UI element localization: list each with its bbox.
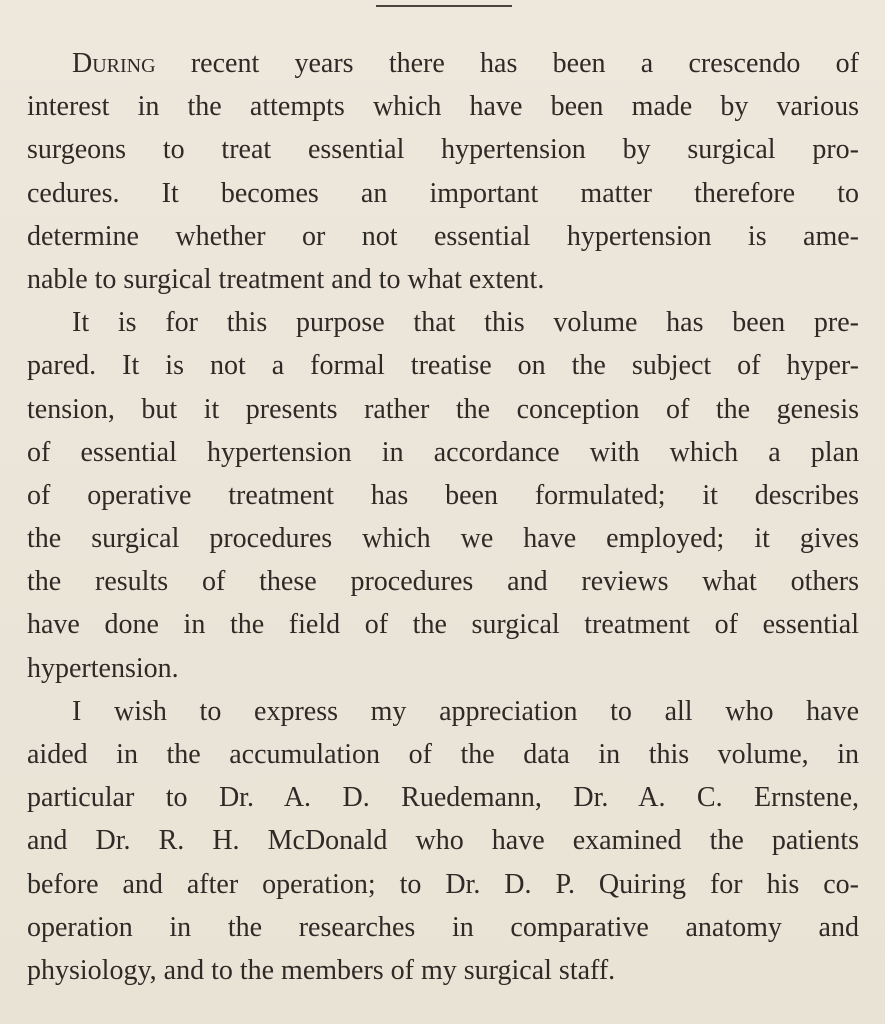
paragraph-2-line-5: of operative treatment has been formulated; it describes — [27, 479, 859, 511]
paragraph-1-line-3: surgeons to treat essential hypertension by surgical pro- — [27, 134, 859, 166]
paragraph-1-line-1: During recent years there has been a crescendo of — [72, 48, 859, 79]
paragraph-3-line-1: I wish to express my appreciation to all who have — [72, 695, 859, 727]
paragraph-1-line-5: determine whether or not essential hypertension is ame- — [27, 220, 859, 252]
paragraph-3-line-4: and Dr. R. H. McDonald who have examined the patients — [27, 825, 859, 857]
paragraph-3-line-6: operation in the researches in comparative anatomy and — [27, 911, 859, 943]
paragraph-1-line-4: cedures. It becomes an important matter therefore to — [27, 177, 859, 209]
paragraph-2-line-4: of essential hypertension in accordance with which a plan — [27, 436, 859, 468]
paragraph-3-line-3: particular to Dr. A. D. Ruedemann, Dr. A. C. Ernstene, — [27, 782, 859, 814]
paragraph-2-line-2: pared. It is not a formal treatise on the subject of hyper- — [27, 350, 859, 382]
paragraph-3-line-5: before and after operation; to Dr. D. P. Quiring for his co- — [27, 868, 859, 900]
paragraph-3-line-7: physiology, and to the members of my surgical staff. — [27, 954, 616, 986]
preface-text — [27, 42, 859, 992]
paragraph-2-line-9: hypertension. — [27, 652, 179, 684]
top-rule — [376, 5, 512, 7]
paragraph-1-lead-word: During — [72, 48, 156, 79]
paragraph-2-line-8: have done in the field of the surgical treatment of essential — [27, 609, 859, 641]
paragraph-2-line-6: the surgical procedures which we have employed; it gives — [27, 523, 859, 555]
paragraph-1-line-6: nable to surgical treatment and to what extent. — [27, 263, 545, 295]
paragraph-3-line-2: aided in the accumulation of the data in this volume, in — [27, 739, 859, 770]
paragraph-2-line-1: It is for this purpose that this volume has been pre- — [72, 307, 859, 339]
paragraph-1-line-2: interest in the attempts which have been made by various — [27, 91, 859, 123]
paragraph-2-line-7: the results of these procedures and reviews what others — [27, 566, 859, 598]
paragraph-2-line-3: tension, but it presents rather the conception of the genesis — [27, 393, 859, 425]
